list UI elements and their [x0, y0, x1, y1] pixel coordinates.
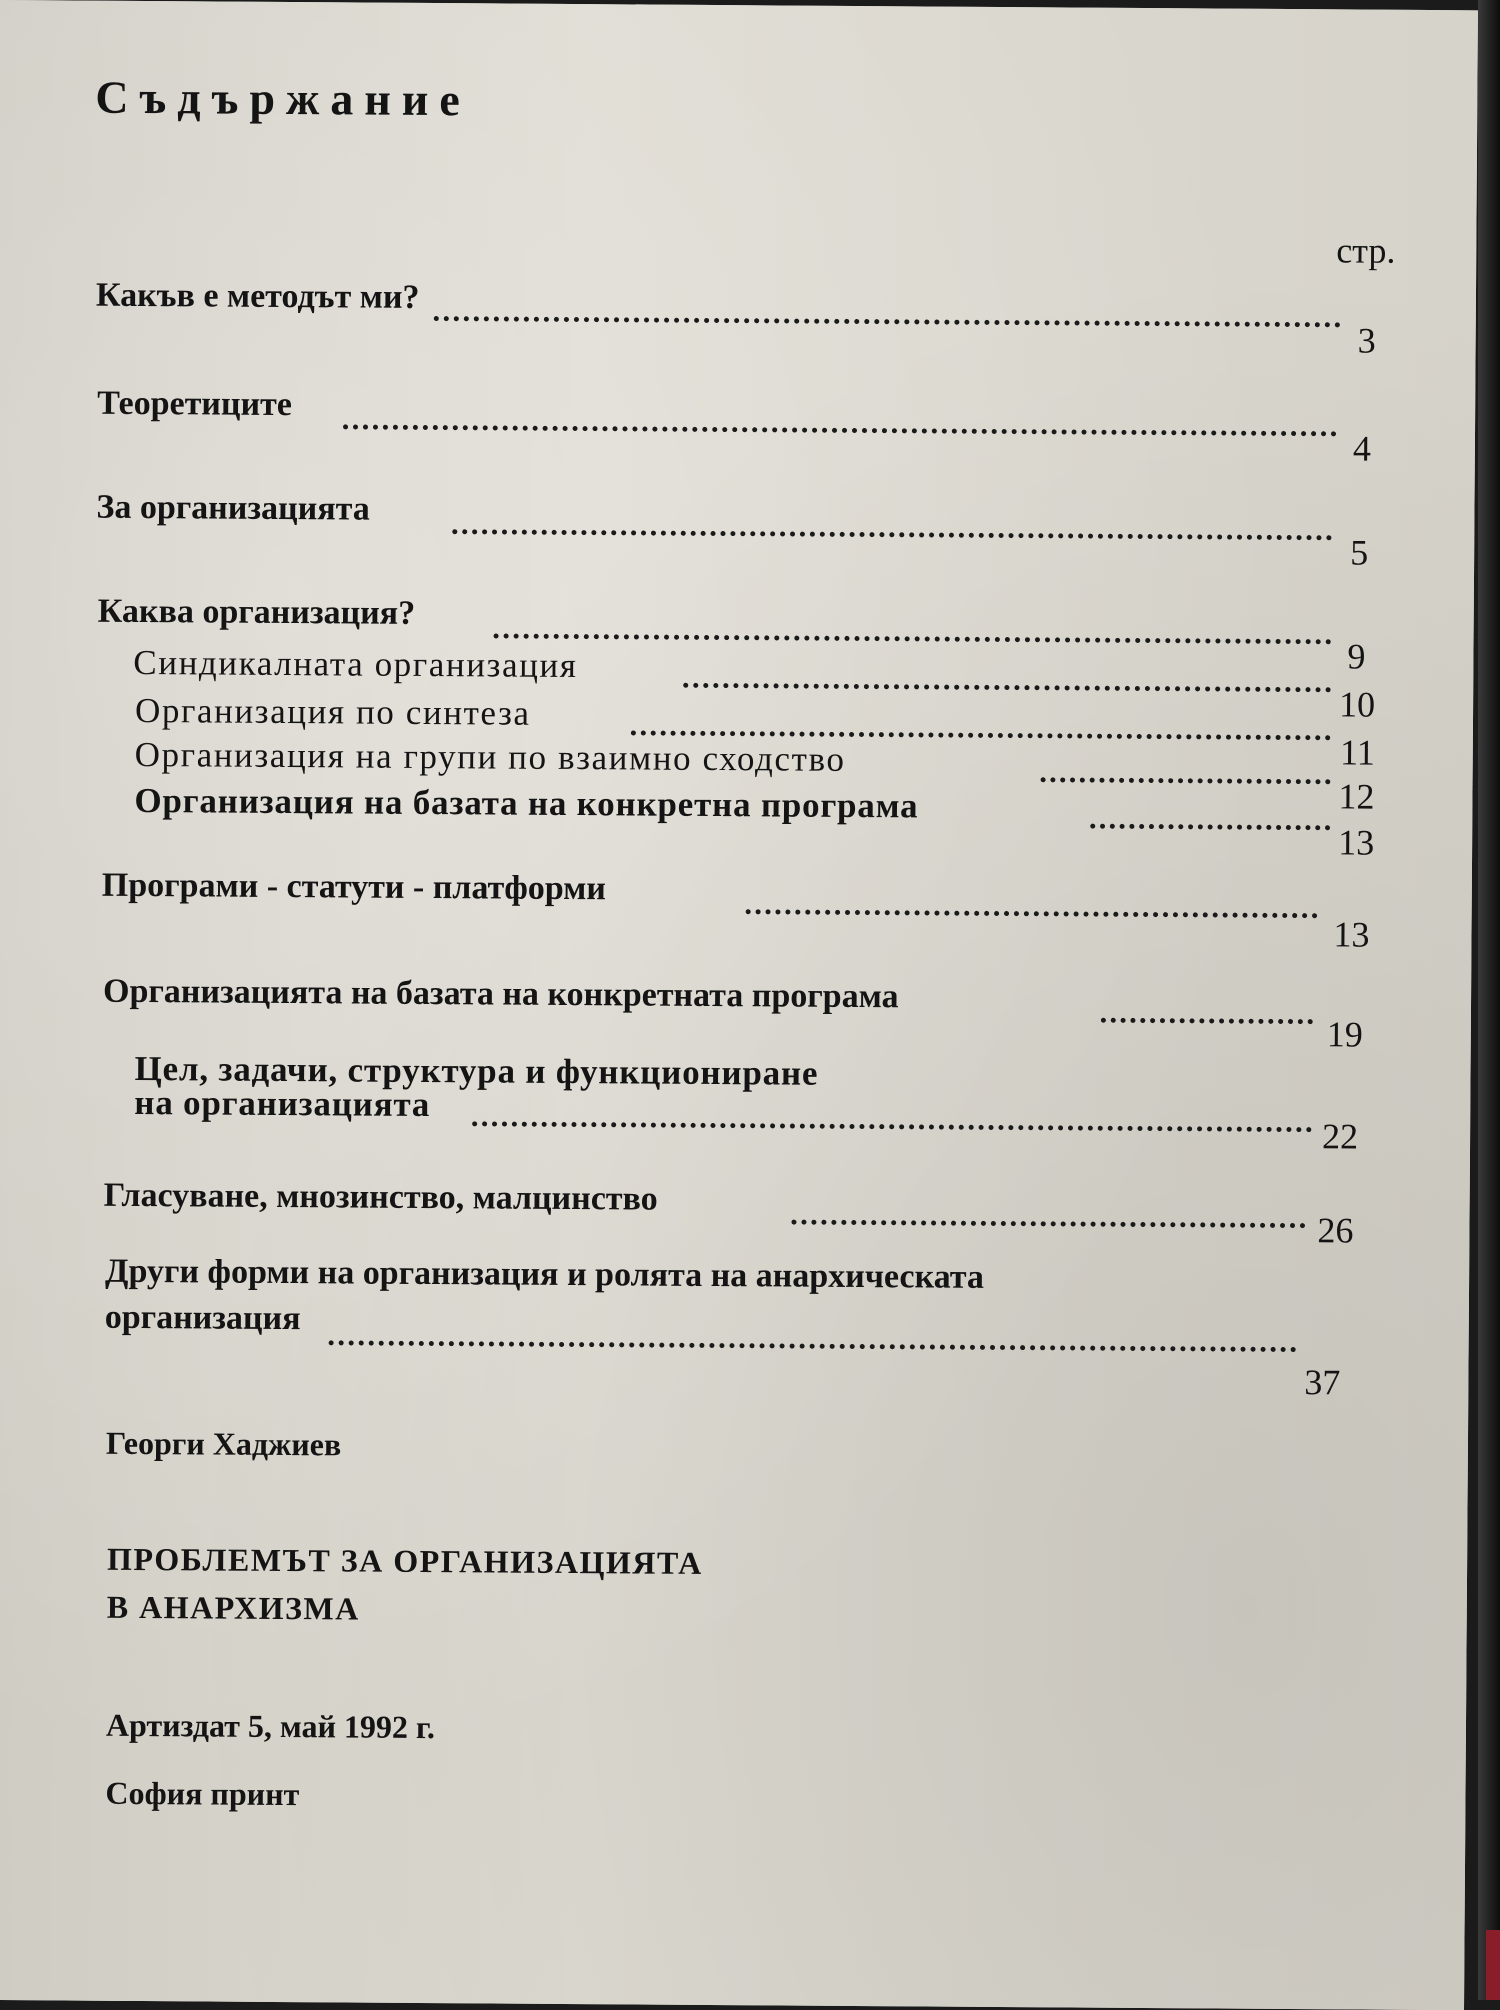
- dot-leader: [472, 1121, 1312, 1132]
- printer-line: София принт: [105, 1774, 300, 1813]
- toc-entry-page: 37: [1304, 1362, 1341, 1403]
- toc-subentry-page: 13: [1338, 822, 1375, 863]
- toc-subentry-page: 12: [1338, 776, 1375, 817]
- dot-leader: [1041, 777, 1331, 784]
- toc-entry-page: 19: [1326, 1014, 1363, 1055]
- dot-leader: [1101, 1018, 1313, 1024]
- book-title-line2: В АНАРХИЗМА: [106, 1588, 360, 1627]
- page-title: Съдържание: [95, 71, 471, 126]
- dot-leader: [494, 633, 1332, 644]
- book-edge-shadow: [1478, 0, 1500, 2000]
- dot-leader: [452, 529, 1332, 540]
- dot-leader: [1090, 824, 1330, 831]
- author-name: Георги Хаджиев: [105, 1424, 342, 1463]
- toc-entry-page: 9: [1347, 636, 1366, 677]
- toc-entry-title: Какъв е методът ми?: [95, 276, 420, 316]
- toc-entry-title-line1: Други форми на организация и ролята на анархическата: [104, 1252, 985, 1296]
- page-column-label: стр.: [1336, 230, 1396, 271]
- dot-leader: [683, 683, 1331, 693]
- toc-subentry-title-line2: на организацията: [134, 1082, 431, 1125]
- dot-leader: [746, 909, 1318, 918]
- publisher-line: Артиздат 5, май 1992 г.: [105, 1706, 436, 1746]
- toc-entry-title-line2: организация: [104, 1298, 301, 1338]
- toc-entry-title: За организацията: [96, 488, 370, 528]
- toc-entry-page: 4: [1352, 428, 1372, 469]
- toc-subentry-title: Организация на групи по взаимно сходство: [134, 734, 846, 779]
- toc-subentry-title-line1: Цел, задачи, структура и функциониране: [134, 1048, 819, 1093]
- toc-entry-title: Теоретиците: [97, 384, 293, 424]
- toc-entry-title: Гласуване, мнозинство, малцинство: [103, 1176, 658, 1218]
- toc-subentry-page: 22: [1321, 1116, 1359, 1157]
- toc-entry-title: Програми - статути - платформи: [101, 866, 607, 908]
- toc-entry-page: 26: [1317, 1210, 1354, 1251]
- dot-leader: [791, 1220, 1305, 1229]
- dot-leader: [434, 316, 1341, 327]
- toc-entry-title: Каква организация?: [97, 592, 416, 632]
- dot-leader: [329, 1340, 1297, 1352]
- toc-entry-title: Организацията на базата на конкретната програма: [102, 972, 899, 1016]
- book-title-line1: ПРОБЛЕМЪТ ЗА ОРГАНИЗАЦИЯТА: [106, 1540, 703, 1581]
- toc-subentry-title: Синдикалната организация: [133, 642, 578, 686]
- dot-leader: [343, 424, 1337, 436]
- toc-entry-page: 5: [1350, 532, 1369, 573]
- book-cover-edge: [1486, 1930, 1500, 2000]
- toc-entry-page: 13: [1333, 914, 1370, 955]
- toc-subentry-page: 10: [1338, 684, 1376, 725]
- toc-entry-page: 3: [1357, 320, 1376, 361]
- toc-subentry-page: 11: [1339, 732, 1375, 773]
- toc-subentry-title: Организация по синтеза: [134, 690, 531, 733]
- toc-subentry-title: Организация на базата на конкретна програма: [134, 780, 919, 826]
